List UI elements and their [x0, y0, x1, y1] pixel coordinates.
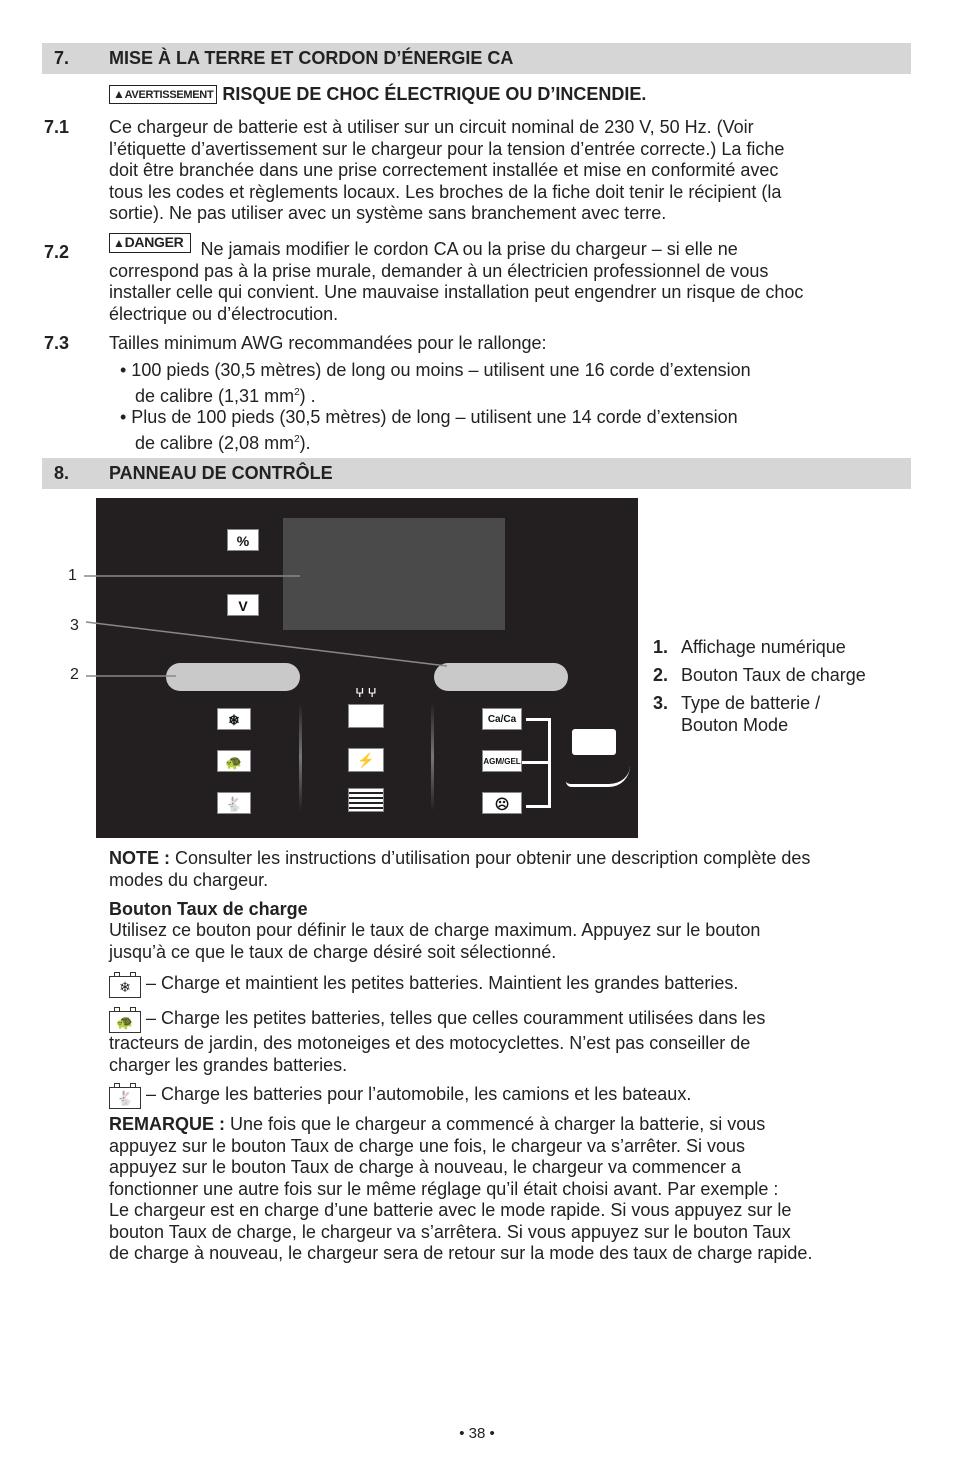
para-7-3: Tailles minimum AWG recommandées pour le rallonge: — [109, 333, 547, 353]
text-line: • 100 pieds (30,5 mètres) de long ou moins – utilisent une 16 corde d’extension — [120, 360, 751, 380]
warning-triangle-icon: ▲ — [113, 87, 125, 101]
warning-badge-label: AVERTISSEMENT — [124, 89, 214, 101]
text-line: installer celle qui convient. Une mauvaise installation peut engendrer un risque de choc — [109, 282, 804, 302]
text-line: doit être branchée dans une prise correctement installée et mise en conformité avec — [109, 160, 779, 180]
danger-badge-label: DANGER — [124, 234, 184, 250]
legend-number: 3. — [653, 693, 669, 713]
legend-text: Bouton Taux de charge — [681, 665, 866, 685]
text-line: appuyez sur le bouton Taux de charge une fois, le chargeur va s’arrêter. Si vous — [109, 1135, 746, 1156]
snowflake-icon: ❄ — [217, 708, 251, 730]
text-line: jusqu’à ce que le taux de charge désiré soit sélectionné. — [109, 941, 557, 962]
superscript: 2 — [294, 433, 300, 445]
turtle-icon: 🐢 — [109, 1011, 141, 1033]
text-line: appuyez sur le bouton Taux de charge à nouveau, le chargeur va commencer a — [109, 1157, 742, 1177]
section-title: MISE À LA TERRE ET CORDON D’ÉNERGIE CA — [109, 48, 514, 68]
ca-ca-icon: Ca/Ca — [482, 708, 522, 730]
text-line: fonctionner une autre fois sur le même réglage qu’il était choisi avant. Par exemple : — [109, 1178, 779, 1199]
snowflake-icon: ❄ — [109, 976, 141, 998]
percent-icon: % — [227, 529, 259, 551]
section-title: PANNEAU DE CONTRÔLE — [109, 463, 333, 483]
rabbit-icon: 🐇 — [109, 1087, 141, 1109]
sad-face-icon: ☹ — [482, 792, 522, 814]
rate-item-maintain — [109, 973, 738, 998]
text-line: sortie). Ne pas utiliser avec un système sans branchement avec terre. — [109, 203, 667, 223]
text-fragment: ) . — [299, 385, 316, 406]
text-fragment: – Charge les petites batteries, telles que celles couramment utilisées dans les — [146, 1008, 766, 1028]
callout-2: 2 — [70, 666, 79, 683]
text-line — [109, 1114, 812, 1136]
legend-number: 2. — [653, 665, 669, 685]
text-line: Ce chargeur de batterie est à utiliser sur un circuit nominal de 230 V, 50 Hz. (Voir — [109, 117, 754, 137]
text-line: tous les codes et règlements locaux. Les broches de la fiche doit tenir le récipient (la — [109, 181, 782, 202]
legend-text: Bouton Mode — [681, 714, 789, 735]
legend-item-2 — [653, 665, 866, 687]
agm-gel-icon: AGM/GEL — [482, 750, 522, 772]
note — [109, 848, 810, 891]
text-line: Le chargeur est en charge d’une batterie avec le mode rapide. Si vous appuyez sur le — [109, 1200, 792, 1220]
para-7-3-number: 7.3 — [44, 333, 70, 353]
text-line — [109, 848, 810, 870]
text-line: • Plus de 100 pieds (30,5 mètres) de long – utilisent une 14 corde d’extension — [120, 407, 738, 427]
text-fragment: ). — [299, 432, 311, 453]
text-fragment: de calibre (1,31 mm — [135, 385, 295, 406]
danger-triangle-icon: ▲ — [113, 236, 125, 250]
text-line: correspond pas à la prise murale, demander à un électricien professionnel de vous — [109, 260, 769, 281]
callout-3: 3 — [70, 617, 79, 634]
para-7-2-number: 7.2 — [44, 242, 70, 262]
volt-icon: V — [227, 594, 259, 616]
text-line: l’étiquette d’avertissement sur le chargeur pour la tension d’entrée correcte.) La fiche — [109, 138, 785, 159]
text-line: modes du chargeur. — [109, 869, 269, 890]
text-line: électrique ou d’électrocution. — [109, 303, 339, 324]
text-fragment: – Charge les batteries pour l’automobile, les camions et les bateaux. — [146, 1084, 692, 1104]
turtle-icon: 🐢 — [217, 750, 251, 772]
rate-item-slow — [109, 1008, 765, 1076]
note-label: NOTE : — [109, 848, 170, 868]
charging-bolt-icon: ⚡ — [348, 748, 384, 772]
rate-heading: Bouton Taux de charge — [109, 899, 308, 919]
legend-item-3 — [653, 693, 820, 736]
clamp-icon: ⵖ ⵖ — [355, 686, 377, 700]
remark-label: REMARQUE : — [109, 1114, 225, 1134]
para-7-1-number: 7.1 — [44, 117, 70, 137]
text-line: charger les grandes batteries. — [109, 1054, 348, 1075]
callout-1: 1 — [68, 567, 77, 584]
text-fragment: Consulter les instructions d’utilisation pour obtenir une description complète des — [175, 848, 811, 868]
remark — [109, 1114, 812, 1265]
text-line: tracteurs de jardin, des motoneiges et des motocyclettes. N’est pas conseiller de — [109, 1033, 751, 1053]
section-number: 7. — [54, 48, 70, 68]
text-line: Ne jamais modifier le cordon CA ou la prise du chargeur – si elle ne — [200, 239, 738, 259]
page-number: • 38 • — [459, 1425, 495, 1442]
legend-number: 1. — [653, 637, 669, 657]
rabbit-icon: 🐇 — [217, 792, 251, 814]
legend-item-1 — [653, 637, 846, 659]
text-fragment: de calibre (2,08 mm — [135, 432, 295, 453]
legend-text: Type de batterie / — [681, 693, 821, 713]
text-line: de charge à nouveau, le chargeur sera de retour sur la mode des taux de charge rapide. — [109, 1243, 813, 1263]
rate-item-fast — [109, 1084, 691, 1109]
superscript: 2 — [294, 386, 300, 398]
text-fragment: – Charge et maintient les petites batteries. Maintient les grandes batteries. — [146, 973, 739, 993]
warning-text: RISQUE DE CHOC ÉLECTRIQUE OU D’INCENDIE. — [222, 84, 647, 104]
legend-text: Affichage numérique — [681, 637, 846, 657]
text-line: bouton Taux de charge, le chargeur va s’arrêtera. Si vous appuyez sur le bouton Taux — [109, 1221, 791, 1242]
text-fragment: Une fois que le chargeur a commencé à charger la batterie, si vous — [230, 1114, 766, 1134]
rate-description — [109, 920, 760, 963]
text-line: Utilisez ce bouton pour définir le taux de charge maximum. Appuyez sur le bouton — [109, 920, 761, 940]
section-number: 8. — [54, 463, 70, 483]
text-line — [109, 1008, 765, 1033]
